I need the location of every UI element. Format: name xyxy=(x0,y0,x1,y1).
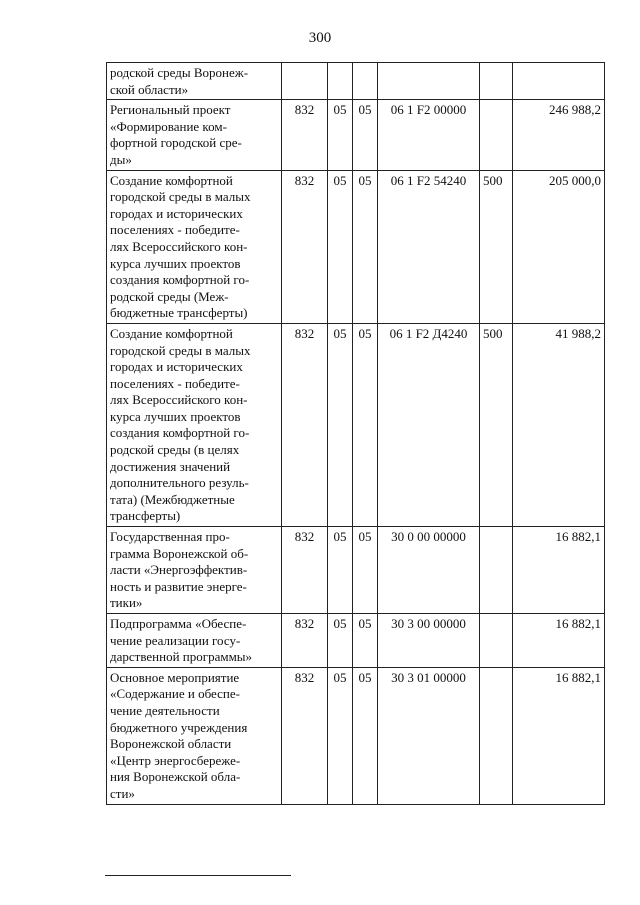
budget-table xyxy=(106,62,605,805)
section-code-cell: 05 xyxy=(328,614,353,668)
subsection-code-cell: 05 xyxy=(353,667,378,804)
subsection-code-cell: 05 xyxy=(353,323,378,526)
table-row xyxy=(107,63,605,100)
target-article-cell: 30 3 00 00000 xyxy=(378,614,480,668)
footnote-divider xyxy=(105,875,291,876)
expense-type-cell: 500 xyxy=(480,323,513,526)
page-number: 300 xyxy=(308,30,332,46)
ministry-code-cell: 832 xyxy=(282,323,328,526)
amount-cell: 41 988,2 xyxy=(513,323,605,526)
expense-type-cell xyxy=(480,614,513,668)
expense-type-cell xyxy=(480,100,513,170)
subsection-code-cell xyxy=(353,63,378,100)
subsection-code-cell: 05 xyxy=(353,614,378,668)
table-row xyxy=(107,614,605,668)
expense-type-cell xyxy=(480,63,513,100)
table-row xyxy=(107,667,605,804)
row-name-cell: Создание комфортной городской среды в малых городах и исторических поселениях - победите- лях Всероссийского кон- курса лучших проектов создания комфортной го- родской среды (в целях достижения значений дополнительного резуль- тата) (Межбюджетные трансферты) xyxy=(107,323,282,526)
ministry-code-cell: 832 xyxy=(282,100,328,170)
table-row xyxy=(107,527,605,614)
section-code-cell: 05 xyxy=(328,100,353,170)
amount-cell: 205 000,0 xyxy=(513,170,605,323)
row-name-cell: Подпрограмма «Обеспе- чение реализации госу- дарственной программы» xyxy=(107,614,282,668)
row-name-cell: Создание комфортной городской среды в малых городах и исторических поселениях - победите- лях Всероссийского кон- курса лучших проектов создания комфортной го- родской среды (Меж- бюджетные трансферты) xyxy=(107,170,282,323)
expense-type-cell xyxy=(480,527,513,614)
ministry-code-cell xyxy=(282,63,328,100)
section-code-cell: 05 xyxy=(328,527,353,614)
subsection-code-cell: 05 xyxy=(353,170,378,323)
amount-cell: 246 988,2 xyxy=(513,100,605,170)
budget-table-body xyxy=(107,63,605,805)
amount-cell: 16 882,1 xyxy=(513,667,605,804)
subsection-code-cell: 05 xyxy=(353,527,378,614)
target-article-cell: 30 0 00 00000 xyxy=(378,527,480,614)
ministry-code-cell: 832 xyxy=(282,667,328,804)
section-code-cell: 05 xyxy=(328,323,353,526)
section-code-cell: 05 xyxy=(328,170,353,323)
amount-cell xyxy=(513,63,605,100)
target-article-cell: 06 1 F2 Д4240 xyxy=(378,323,480,526)
target-article-cell: 06 1 F2 00000 xyxy=(378,100,480,170)
ministry-code-cell: 832 xyxy=(282,170,328,323)
ministry-code-cell: 832 xyxy=(282,614,328,668)
amount-cell: 16 882,1 xyxy=(513,527,605,614)
ministry-code-cell: 832 xyxy=(282,527,328,614)
row-name-cell: Основное мероприятие «Содержание и обеспе- чение деятельности бюджетного учреждения Воронежской области «Центр энергосбереже- ния Воронежской обла- сти» xyxy=(107,667,282,804)
table-row xyxy=(107,100,605,170)
amount-cell: 16 882,1 xyxy=(513,614,605,668)
target-article-cell: 06 1 F2 54240 xyxy=(378,170,480,323)
table-row xyxy=(107,170,605,323)
section-code-cell xyxy=(328,63,353,100)
row-name-cell: родской среды Воронеж- ской области» xyxy=(107,63,282,100)
target-article-cell xyxy=(378,63,480,100)
subsection-code-cell: 05 xyxy=(353,100,378,170)
row-name-cell: Региональный проект «Формирование ком- фортной городской сре- ды» xyxy=(107,100,282,170)
expense-type-cell: 500 xyxy=(480,170,513,323)
table-row xyxy=(107,323,605,526)
expense-type-cell xyxy=(480,667,513,804)
section-code-cell: 05 xyxy=(328,667,353,804)
target-article-cell: 30 3 01 00000 xyxy=(378,667,480,804)
row-name-cell: Государственная про- грамма Воронежской об- ласти «Энергоэффектив- ность и развитие энерге- тики» xyxy=(107,527,282,614)
